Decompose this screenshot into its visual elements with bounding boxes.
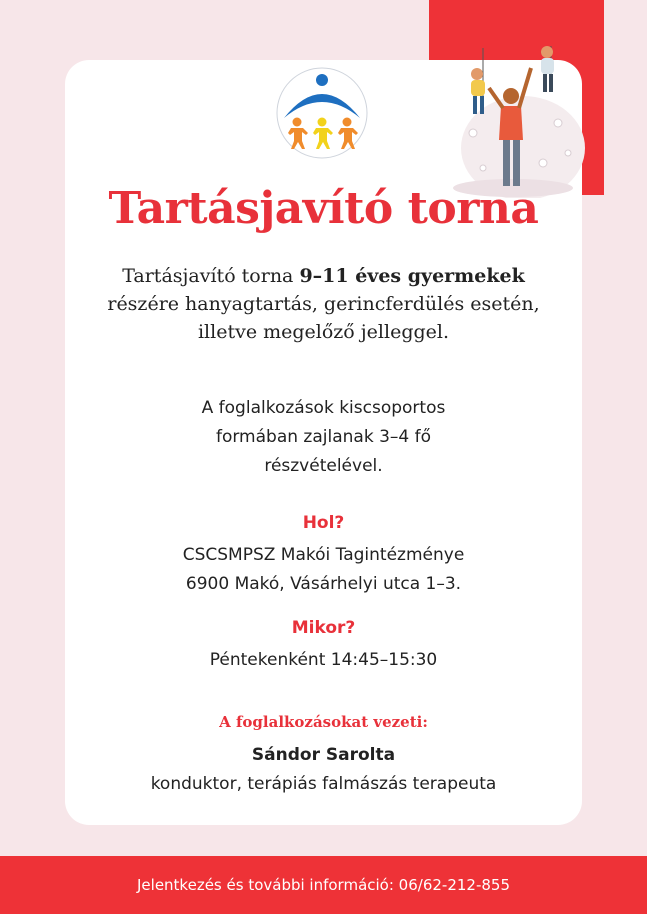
leader-heading: A foglalkozásokat vezeti: (219, 713, 428, 731)
leader-role: konduktor, terápiás falmászás terapeuta (150, 774, 497, 794)
group-line-3: részvételével. (264, 456, 383, 476)
when-heading: Mikor? (291, 618, 356, 638)
intro-line-2: részére hanyagtartás, gerincferdülés esetén, (107, 293, 540, 315)
where-heading: Hol? (302, 513, 345, 533)
when-line-1: Péntekenként 14:45–15:30 (209, 650, 438, 670)
intro-text (90, 262, 557, 346)
where-line-1: CSCSMPSZ Makói Tagintézménye (182, 545, 465, 565)
intro-line-1 (90, 262, 557, 290)
leader-name: Sándor Sarolta (251, 745, 396, 765)
group-line-1: A foglalkozások kiscsoportos (201, 398, 446, 418)
intro-part-1: Tartásjavító torna (122, 265, 300, 287)
climbing-wall-illustration-icon (443, 38, 587, 198)
where-line-2: 6900 Makó, Vásárhelyi utca 1–3. (185, 574, 462, 594)
children-arch-logo-icon (274, 66, 370, 160)
when-time (90, 646, 557, 675)
footer-contact-text: Jelentkezés és további információ: 06/62-212-855 (137, 876, 510, 894)
page-title: Tartásjavító torna (108, 183, 539, 234)
group-info (90, 394, 557, 481)
where-address (90, 541, 557, 599)
footer-banner (0, 856, 647, 914)
group-line-2: formában zajlanak 3–4 fő (215, 427, 431, 447)
intro-age-group: 9–11 éves gyermekek (299, 265, 525, 287)
intro-line-3: illetve megelőző jelleggel. (197, 321, 450, 343)
